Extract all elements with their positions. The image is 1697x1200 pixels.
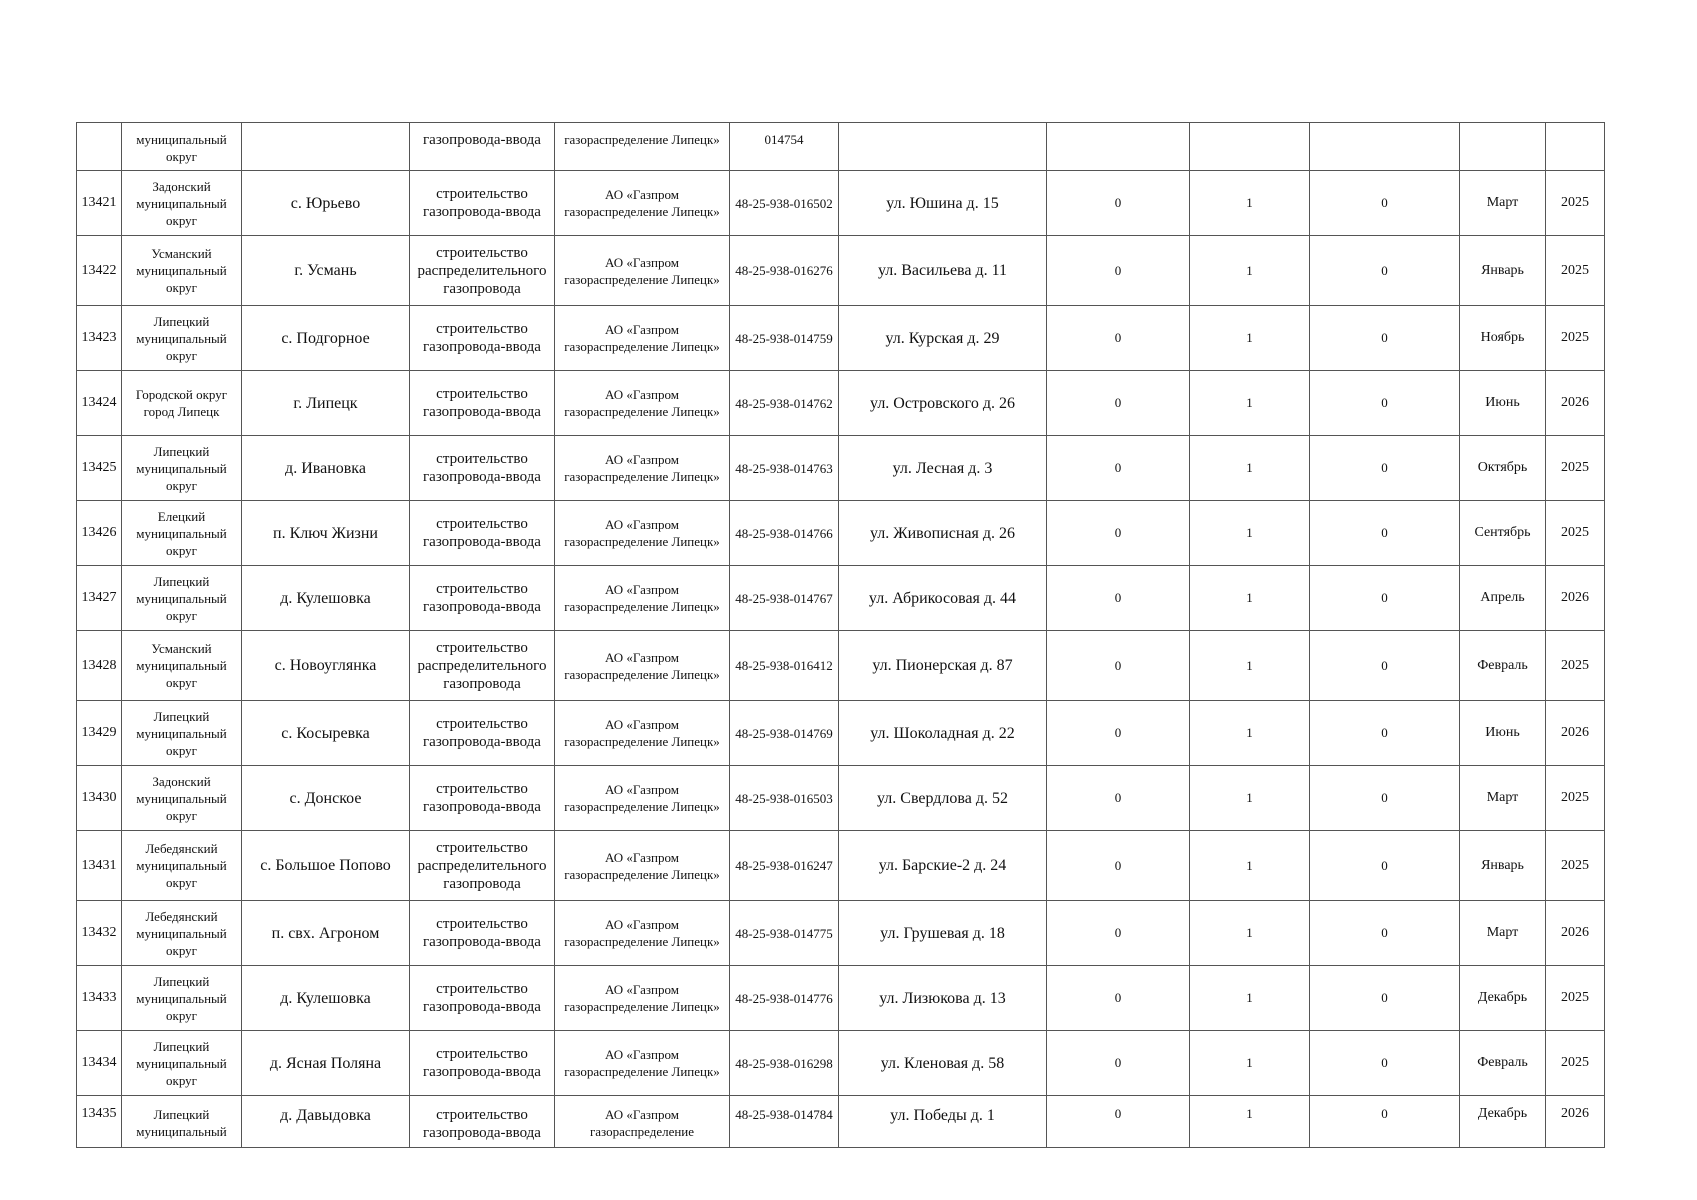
organization-cell: газораспределение Липецк» [555,123,730,171]
organization-cell: АО «Газпром газораспределение Липецк» [555,236,730,306]
table-row [77,831,1605,901]
month-cell: Июнь [1460,371,1546,436]
count-cell-1: 0 [1047,966,1190,1031]
row-number: 13427 [77,566,122,631]
count-cell-1: 0 [1047,306,1190,371]
work-type-cell: строительство распределительного газопровода [410,831,555,901]
address-cell: ул. Шоколадная д. 22 [839,701,1047,766]
year-cell: 2025 [1546,631,1605,701]
document-page [76,122,1604,1148]
work-type-cell: строительство газопровода-ввода [410,566,555,631]
month-cell: Декабрь [1460,1096,1546,1148]
count-cell-1: 0 [1047,566,1190,631]
count-cell-2: 1 [1190,901,1310,966]
table-row [77,966,1605,1031]
count-cell-3: 0 [1310,436,1460,501]
organization-cell: АО «Газпром газораспределение Липецк» [555,436,730,501]
object-code-cell: 48-25-938-016247 [730,831,839,901]
organization-cell: АО «Газпром газораспределение Липецк» [555,631,730,701]
count-cell-2: 1 [1190,566,1310,631]
year-cell: 2025 [1546,436,1605,501]
count-cell-2: 1 [1190,306,1310,371]
count-cell-1: 0 [1047,371,1190,436]
year-cell: 2026 [1546,566,1605,631]
locality-cell: д. Ивановка [242,436,410,501]
count-cell-1: 0 [1047,436,1190,501]
address-cell: ул. Грушевая д. 18 [839,901,1047,966]
object-code-cell: 48-25-938-016503 [730,766,839,831]
locality-cell: с. Большое Попово [242,831,410,901]
count-cell-2: 1 [1190,966,1310,1031]
year-cell: 2025 [1546,501,1605,566]
organization-cell: АО «Газпром газораспределение Липецк» [555,701,730,766]
row-number: 13433 [77,966,122,1031]
organization-cell: АО «Газпром газораспределение Липецк» [555,306,730,371]
row-number: 13430 [77,766,122,831]
work-type-cell: строительство газопровода-ввода [410,436,555,501]
district-cell: Лебедянский муниципальный округ [122,831,242,901]
row-number: 13422 [77,236,122,306]
work-type-cell: строительство газопровода-ввода [410,171,555,236]
object-code-cell: 48-25-938-014762 [730,371,839,436]
count-cell-3: 0 [1310,831,1460,901]
count-cell-3: 0 [1310,631,1460,701]
object-code-cell: 48-25-938-014784 [730,1096,839,1148]
table-row [77,123,1605,171]
address-cell: ул. Барские-2 д. 24 [839,831,1047,901]
district-cell: Елецкий муниципальный округ [122,501,242,566]
district-cell: Липецкий муниципальный [122,1096,242,1148]
object-code-cell: 48-25-938-014766 [730,501,839,566]
table-row [77,566,1605,631]
count-cell-1: 0 [1047,831,1190,901]
work-type-cell: строительство газопровода-ввода [410,501,555,566]
month-cell: Ноябрь [1460,306,1546,371]
month-cell [1460,123,1546,171]
object-code-cell: 48-25-938-016298 [730,1031,839,1096]
object-code-cell: 48-25-938-014769 [730,701,839,766]
district-cell: Липецкий муниципальный округ [122,966,242,1031]
month-cell: Март [1460,766,1546,831]
row-number: 13429 [77,701,122,766]
table-row [77,701,1605,766]
table-row [77,631,1605,701]
locality-cell: с. Подгорное [242,306,410,371]
organization-cell: АО «Газпром газораспределение Липецк» [555,566,730,631]
month-cell: Июнь [1460,701,1546,766]
count-cell-1: 0 [1047,1031,1190,1096]
address-cell: ул. Юшина д. 15 [839,171,1047,236]
locality-cell: д. Кулешовка [242,566,410,631]
object-code-cell: 48-25-938-016502 [730,171,839,236]
year-cell: 2025 [1546,171,1605,236]
count-cell-2: 1 [1190,1096,1310,1148]
object-code-cell: 48-25-938-014767 [730,566,839,631]
address-cell: ул. Победы д. 1 [839,1096,1047,1148]
month-cell: Октябрь [1460,436,1546,501]
district-cell: Липецкий муниципальный округ [122,701,242,766]
table-row [77,171,1605,236]
locality-cell [242,123,410,171]
count-cell-3: 0 [1310,236,1460,306]
district-cell: Липецкий муниципальный округ [122,306,242,371]
address-cell: ул. Свердлова д. 52 [839,766,1047,831]
object-code-cell: 48-25-938-016412 [730,631,839,701]
district-cell: Задонский муниципальный округ [122,171,242,236]
year-cell: 2025 [1546,966,1605,1031]
locality-cell: п. Ключ Жизни [242,501,410,566]
count-cell-1 [1047,123,1190,171]
gas-works-table [76,122,1605,1148]
address-cell: ул. Васильева д. 11 [839,236,1047,306]
count-cell-1: 0 [1047,701,1190,766]
year-cell: 2025 [1546,236,1605,306]
year-cell: 2026 [1546,371,1605,436]
table-row [77,436,1605,501]
row-number: 13434 [77,1031,122,1096]
district-cell: Липецкий муниципальный округ [122,566,242,631]
table-row [77,236,1605,306]
year-cell: 2025 [1546,831,1605,901]
locality-cell: с. Косыревка [242,701,410,766]
address-cell: ул. Лизюкова д. 13 [839,966,1047,1031]
address-cell: ул. Лесная д. 3 [839,436,1047,501]
count-cell-2: 1 [1190,766,1310,831]
count-cell-2 [1190,123,1310,171]
count-cell-3: 0 [1310,171,1460,236]
locality-cell: д. Ясная Поляна [242,1031,410,1096]
count-cell-2: 1 [1190,436,1310,501]
organization-cell: АО «Газпром газораспределение Липецк» [555,901,730,966]
address-cell: ул. Пионерская д. 87 [839,631,1047,701]
address-cell: ул. Курская д. 29 [839,306,1047,371]
table-row [77,766,1605,831]
row-number: 13435 [77,1096,122,1148]
object-code-cell: 48-25-938-016276 [730,236,839,306]
object-code-cell: 48-25-938-014763 [730,436,839,501]
count-cell-2: 1 [1190,236,1310,306]
work-type-cell: строительство газопровода-ввода [410,901,555,966]
month-cell: Март [1460,901,1546,966]
count-cell-1: 0 [1047,1096,1190,1148]
year-cell: 2026 [1546,1096,1605,1148]
count-cell-2: 1 [1190,701,1310,766]
month-cell: Февраль [1460,631,1546,701]
locality-cell: д. Давыдовка [242,1096,410,1148]
work-type-cell: строительство распределительного газопровода [410,236,555,306]
month-cell: Январь [1460,236,1546,306]
count-cell-3: 0 [1310,966,1460,1031]
work-type-cell: строительство газопровода-ввода [410,1096,555,1148]
count-cell-1: 0 [1047,501,1190,566]
row-number: 13428 [77,631,122,701]
year-cell [1546,123,1605,171]
table-row [77,1031,1605,1096]
address-cell [839,123,1047,171]
table-row [77,371,1605,436]
district-cell: Усманский муниципальный округ [122,236,242,306]
organization-cell: АО «Газпром газораспределение Липецк» [555,171,730,236]
count-cell-1: 0 [1047,631,1190,701]
row-number: 13424 [77,371,122,436]
count-cell-1: 0 [1047,901,1190,966]
count-cell-1: 0 [1047,236,1190,306]
table-row [77,501,1605,566]
count-cell-3: 0 [1310,1096,1460,1148]
organization-cell: АО «Газпром газораспределение Липецк» [555,371,730,436]
month-cell: Март [1460,171,1546,236]
row-number: 13421 [77,171,122,236]
month-cell: Апрель [1460,566,1546,631]
locality-cell: д. Кулешовка [242,966,410,1031]
organization-cell: АО «Газпром газораспределение Липецк» [555,501,730,566]
row-number: 13432 [77,901,122,966]
organization-cell: АО «Газпром газораспределение Липецк» [555,966,730,1031]
year-cell: 2025 [1546,306,1605,371]
year-cell: 2026 [1546,901,1605,966]
district-cell: Усманский муниципальный округ [122,631,242,701]
count-cell-2: 1 [1190,831,1310,901]
count-cell-3: 0 [1310,766,1460,831]
count-cell-3: 0 [1310,1031,1460,1096]
table-row [77,306,1605,371]
locality-cell: п. свх. Агроном [242,901,410,966]
organization-cell: АО «Газпром газораспределение Липецк» [555,1031,730,1096]
work-type-cell: строительство газопровода-ввода [410,766,555,831]
count-cell-3: 0 [1310,901,1460,966]
address-cell: ул. Островского д. 26 [839,371,1047,436]
year-cell: 2025 [1546,1031,1605,1096]
object-code-cell: 48-25-938-014775 [730,901,839,966]
work-type-cell: строительство распределительного газопровода [410,631,555,701]
count-cell-2: 1 [1190,501,1310,566]
count-cell-1: 0 [1047,171,1190,236]
organization-cell: АО «Газпром газораспределение Липецк» [555,831,730,901]
work-type-cell: строительство газопровода-ввода [410,701,555,766]
count-cell-2: 1 [1190,631,1310,701]
locality-cell: с. Донское [242,766,410,831]
locality-cell: г. Липецк [242,371,410,436]
month-cell: Декабрь [1460,966,1546,1031]
table-row [77,901,1605,966]
address-cell: ул. Абрикосовая д. 44 [839,566,1047,631]
organization-cell: АО «Газпром газораспределение Липецк» [555,766,730,831]
district-cell: Городской округ город Липецк [122,371,242,436]
work-type-cell: строительство газопровода-ввода [410,1031,555,1096]
organization-cell: АО «Газпром газораспределение [555,1096,730,1148]
table-row [77,1096,1605,1148]
count-cell-3: 0 [1310,701,1460,766]
year-cell: 2026 [1546,701,1605,766]
district-cell: Липецкий муниципальный округ [122,436,242,501]
row-number: 13425 [77,436,122,501]
row-number: 13423 [77,306,122,371]
object-code-cell: 014754 [730,123,839,171]
district-cell: Задонский муниципальный округ [122,766,242,831]
month-cell: Сентябрь [1460,501,1546,566]
district-cell: Липецкий муниципальный округ [122,1031,242,1096]
month-cell: Февраль [1460,1031,1546,1096]
district-cell: муниципальный округ [122,123,242,171]
district-cell: Лебедянский муниципальный округ [122,901,242,966]
row-number [77,123,122,171]
count-cell-3: 0 [1310,306,1460,371]
locality-cell: с. Новоуглянка [242,631,410,701]
count-cell-3: 0 [1310,501,1460,566]
count-cell-3 [1310,123,1460,171]
row-number: 13431 [77,831,122,901]
count-cell-2: 1 [1190,1031,1310,1096]
work-type-cell: строительство газопровода-ввода [410,966,555,1031]
year-cell: 2025 [1546,766,1605,831]
month-cell: Январь [1460,831,1546,901]
work-type-cell: газопровода-ввода [410,123,555,171]
address-cell: ул. Живописная д. 26 [839,501,1047,566]
object-code-cell: 48-25-938-014776 [730,966,839,1031]
address-cell: ул. Кленовая д. 58 [839,1031,1047,1096]
object-code-cell: 48-25-938-014759 [730,306,839,371]
table-body [77,123,1605,1148]
locality-cell: г. Усмань [242,236,410,306]
work-type-cell: строительство газопровода-ввода [410,306,555,371]
count-cell-2: 1 [1190,371,1310,436]
count-cell-1: 0 [1047,766,1190,831]
row-number: 13426 [77,501,122,566]
count-cell-3: 0 [1310,371,1460,436]
count-cell-2: 1 [1190,171,1310,236]
count-cell-3: 0 [1310,566,1460,631]
locality-cell: с. Юрьево [242,171,410,236]
work-type-cell: строительство газопровода-ввода [410,371,555,436]
